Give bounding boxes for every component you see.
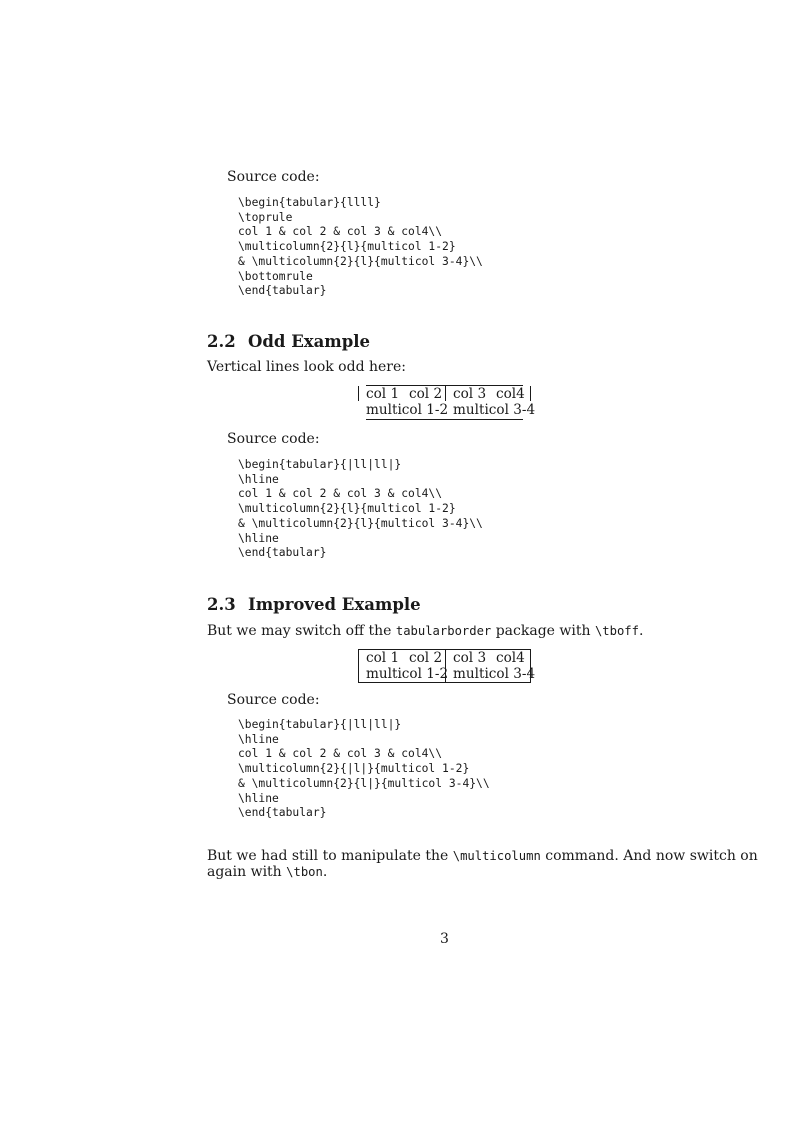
paragraph-text: .: [638, 623, 644, 639]
command-name: \multicolumn: [452, 849, 541, 863]
package-name: tabularborder: [395, 624, 492, 638]
table-cell: col 3: [453, 650, 487, 666]
table-cell: multicol 3-4: [453, 402, 536, 418]
command-name: \tbon: [286, 865, 323, 879]
paragraph-text: But we had still to manipulate the: [207, 848, 453, 864]
source-code-label: Source code:: [227, 692, 320, 708]
paragraph-text: command. And now switch on: [540, 848, 758, 864]
section-title: Improved Example: [248, 595, 421, 614]
paragraph: Vertical lines look odd here:: [207, 359, 406, 375]
source-code-block: \begin{tabular}{|ll|ll|} \hline col 1 & col 2 & col 3 & col4\\ \multicolumn{2}{|l|}{multicol 1-2} & \multicolumn{2}{l|}{multicol 3-4}\\ \hline \end{tabular}: [238, 718, 490, 820]
table-cell: col 2: [409, 650, 443, 666]
table-cell: col 3: [453, 386, 487, 402]
table-cell: col 1: [366, 650, 400, 666]
table-cell: col 1: [366, 386, 400, 402]
section-title: Odd Example: [248, 332, 371, 351]
source-code-label: Source code:: [227, 169, 320, 185]
table-cell: multicol 3-4: [453, 666, 536, 682]
table-cell: col4: [496, 650, 525, 666]
table-cell: multicol 1-2: [366, 666, 449, 682]
table-cell: col4: [496, 386, 525, 402]
section-number: 2.3: [207, 595, 236, 614]
page-number: 3: [440, 931, 449, 947]
command-name: \tboff: [594, 624, 639, 638]
table-cell: multicol 1-2: [366, 402, 449, 418]
source-code-block: \begin{tabular}{llll} \toprule col 1 & col 2 & col 3 & col4\\ \multicolumn{2}{l}{multicol 1-2} & \multicolumn{2}{l}{multicol 3-4}\\ \bottomrule \end{tabular}: [238, 196, 483, 298]
source-code-label: Source code:: [227, 431, 320, 447]
source-code-block: \begin{tabular}{|ll|ll|} \hline col 1 & col 2 & col 3 & col4\\ \multicolumn{2}{l}{multicol 1-2} & \multicolumn{2}{l}{multicol 3-4}\\ \hline \end{tabular}: [238, 458, 483, 560]
paragraph-text: But we may switch off the: [207, 623, 396, 639]
table-cell: col 2: [409, 386, 443, 402]
paragraph-text: .: [322, 864, 328, 880]
paragraph-text: package with: [491, 623, 595, 639]
closing-paragraph-line-2: [207, 863, 327, 881]
left-vertical-rule: [358, 649, 359, 683]
paragraph-text: again with: [207, 864, 287, 880]
section-number: 2.2: [207, 332, 236, 351]
